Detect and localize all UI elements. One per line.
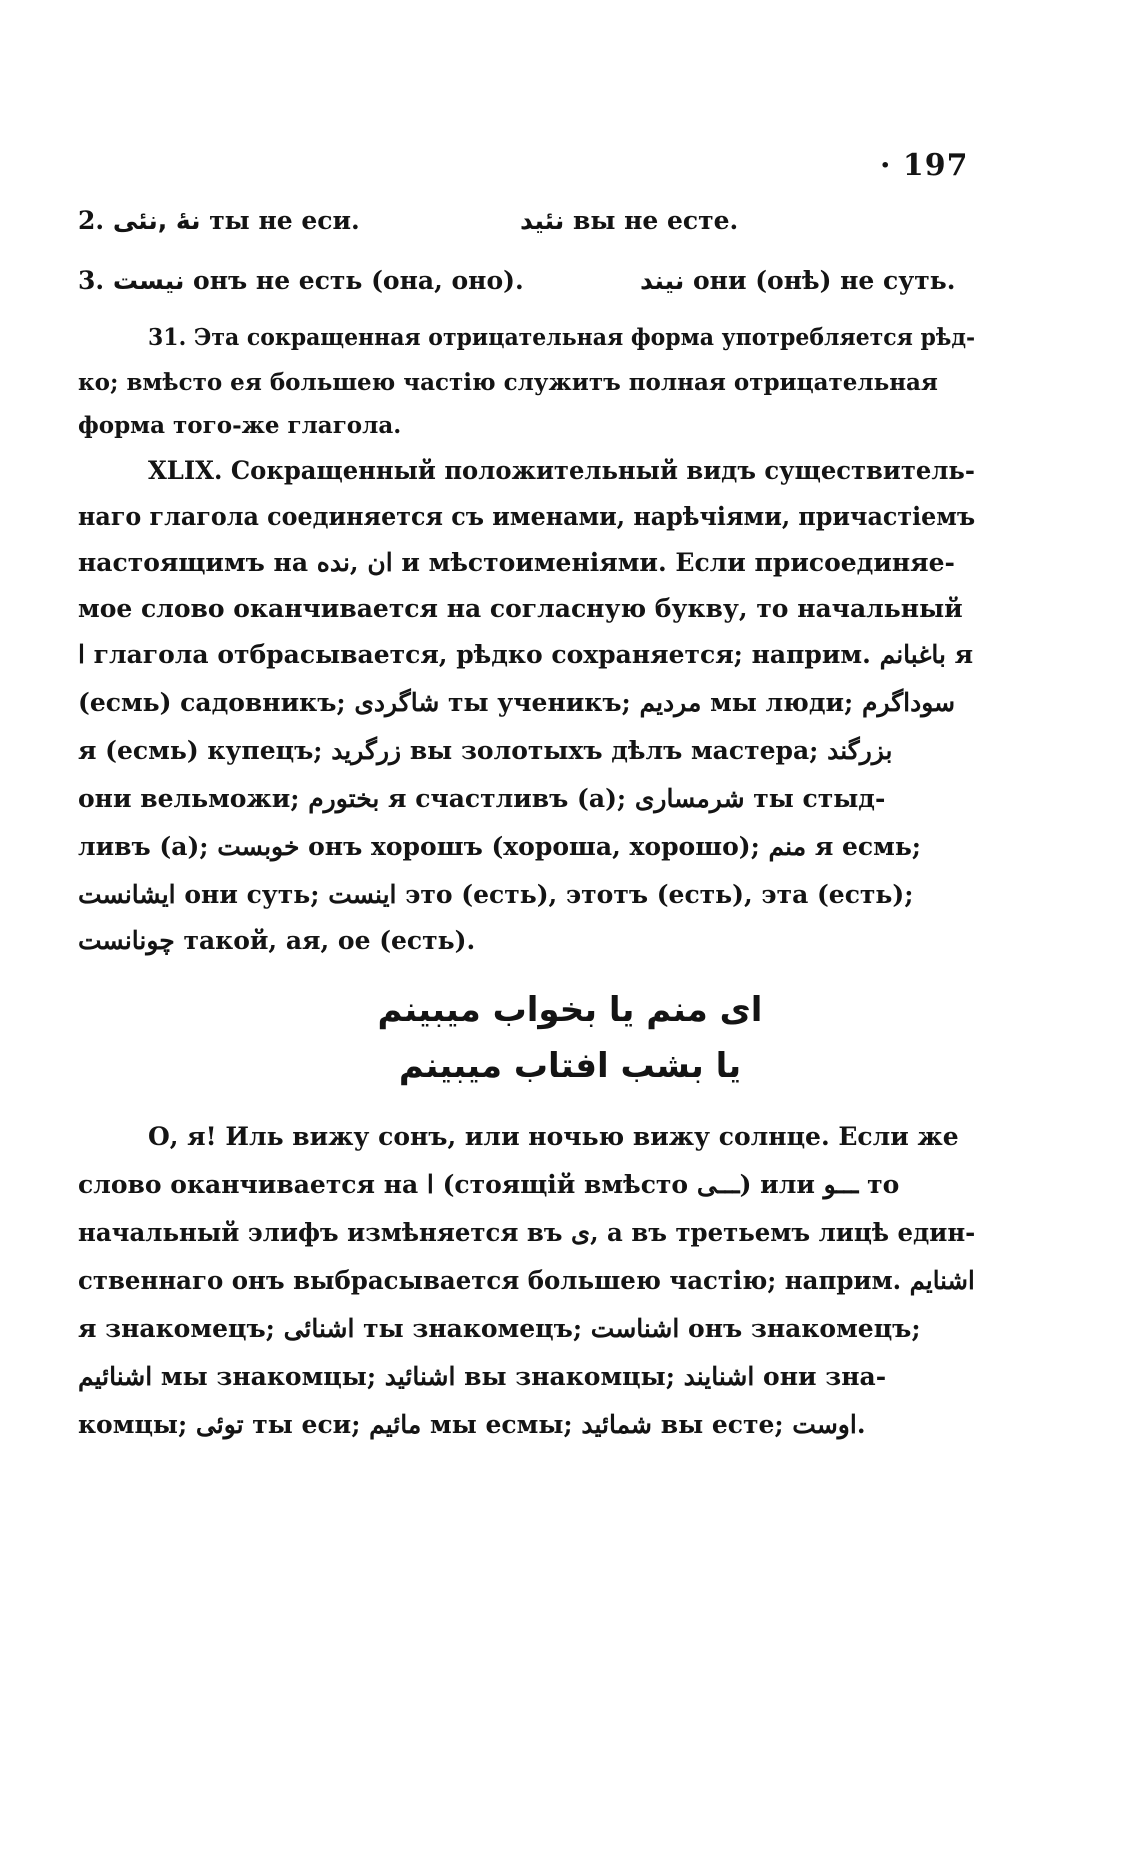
page-number: · 197 [880,148,969,183]
para-after-line-6: اشنائیم мы знакомцы; اشنائید вы знакомцы; اشنایند они зна- [78,1362,887,1391]
para-xlix-line-9: ливъ (а); خوبست онъ хорошъ (хороша, хорошо); منم я есмь; [78,832,922,861]
para-xlix-line-10: ایشانست они суть; اینست это (есть), этотъ (есть), эта (есть); [78,880,914,909]
para-after-line-3: начальный элифъ измѣняется въ ی, а въ третьемъ лицѣ един- [78,1218,976,1247]
paradigm-row-3-right: نیند они (онѣ) не суть. [640,266,956,295]
paradigm-row-3-left: 3. نیست онъ не есть (она, оно). [78,266,524,295]
para-xlix-line-11: چونانست такой, ая, ое (есть). [78,926,476,955]
para-after-line-2: слово оканчивается на ا (стоящій вмѣсто ـــی) или ـــو то [78,1170,900,1199]
para-after-line-5: я знакомецъ; اشنائی ты знакомецъ; اشناست онъ знакомецъ; [78,1314,921,1343]
para-31-line-3: форма того-же глагола. [78,412,402,439]
para-after-line-1: О, я! Иль вижу сонъ, или ночью вижу солнце. Если же [148,1122,959,1151]
para-xlix-line-5: ا глагола отбрасывается, рѣдко сохраняется; наприм. باغبانم я [78,640,974,669]
arabic-form: نهٔ ,نئی [112,206,201,235]
para-xlix-line-7: я (есмь) купецъ; زرگرید вы золотыхъ дѣлъ мастера; بزرگند [78,736,893,765]
para-xlix-line-8: они вельможи; بختورم я счастливъ (а); شرمساری ты стыд- [78,784,886,813]
para-31-line-2: ко; вмѣсто ея большею частію служитъ полная отрицательная [78,369,938,396]
para-xlix-line-2: наго глагола соединяется съ именами, нарѣчіями, причастіемъ [78,502,976,531]
arabic-form: نیست [112,266,185,295]
paradigm-row-2-right: نئید вы не есте. [520,206,739,235]
verse-line-1: ای منم یا بخواب میبینم [377,990,763,1030]
arabic-form: نئید [520,206,565,235]
para-xlix-line-6: (есмь) садовникъ; شاگردی ты ученикъ; مردیم мы люди; سوداگرم [78,688,956,717]
para-after-line-4: ственнаго онъ выбрасывается большею частію; наприм. اشنایم [78,1266,975,1295]
para-xlix-line-4: мое слово оканчивается на согласную букву, то начальный [78,594,963,623]
para-after-line-7: комцы; توئی ты еси; مائیم мы есмы; شمائید вы есте; اوست. [78,1410,866,1439]
verse-line-2: یا بشب افتاب میبینم [398,1046,742,1086]
arabic-form: نیند [640,266,685,295]
para-31-line-1: 31. Эта сокращенная отрицательная форма употребляется рѣд- [148,324,976,351]
para-xlix-line-3: настоящимъ на ان ,نده и мѣстоименіями. Если присоединяе- [78,548,955,577]
paradigm-row-2-left: 2. نهٔ ,نئی ты не еси. [78,206,360,235]
para-xlix-line-1: XLIX. Сокращенный положительный видъ существитель- [148,456,975,485]
